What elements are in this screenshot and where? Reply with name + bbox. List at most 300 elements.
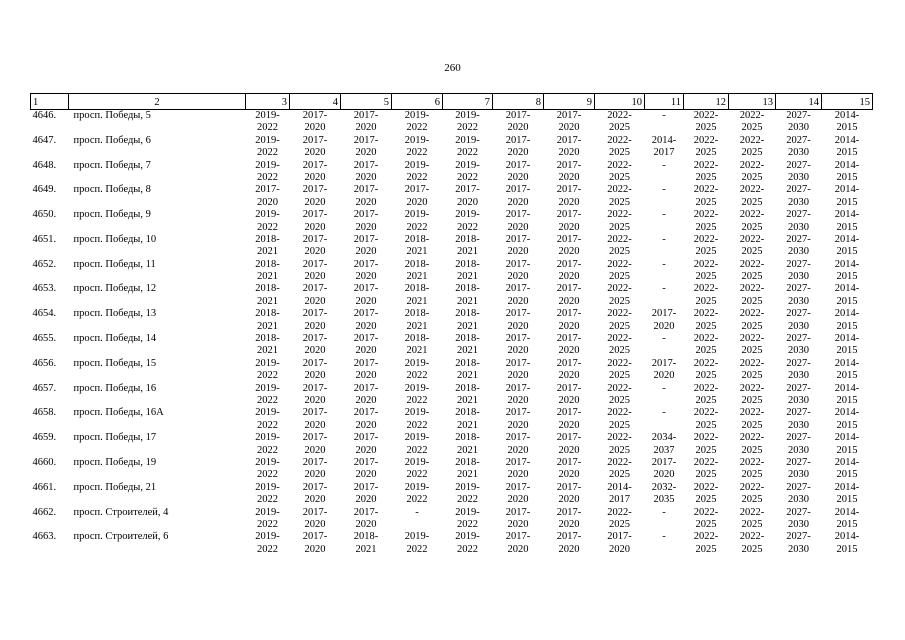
period-end: 2025: [741, 295, 763, 307]
period-start: 2017-: [302, 308, 328, 320]
period-start: 2017-: [353, 333, 379, 345]
period-end: 2025: [695, 295, 717, 307]
table-row: [31, 209, 873, 234]
period-cell: [645, 209, 684, 234]
period-cell: [493, 160, 544, 185]
period-cell: [776, 531, 822, 556]
period-cell: [544, 507, 595, 532]
period-cell: [776, 333, 822, 358]
period-end: 2025: [741, 494, 763, 506]
address-cell: просп. Победы, 19: [73, 456, 157, 468]
period-end: 2020: [507, 345, 529, 357]
period-start: 2027-: [786, 432, 811, 444]
period-cell: [684, 507, 729, 532]
period-start: -: [662, 233, 666, 245]
period-cell: [595, 333, 645, 358]
period-start: 2027-: [786, 308, 811, 320]
period-start: 2022-: [739, 506, 765, 518]
period-start: 2022-: [739, 159, 765, 171]
period-end: [645, 395, 684, 407]
column-header-4: 4: [290, 94, 341, 110]
period-start: 2017-: [505, 209, 531, 221]
period-start: 2019-: [255, 357, 280, 369]
period-end: 2020: [304, 469, 326, 481]
period-start: 2017-: [302, 159, 328, 171]
period-end: 2025: [695, 494, 717, 506]
period-start: 2019-: [455, 110, 480, 121]
period-cell: [246, 333, 290, 358]
period-end: 2020: [558, 271, 580, 283]
period-cell: [443, 209, 493, 234]
period-start: 2022-: [739, 333, 765, 345]
period-start: 2027-: [786, 531, 811, 543]
period-start: 2017-: [505, 357, 531, 369]
period-end: 2022: [406, 469, 428, 481]
period-start: 2018-: [455, 407, 480, 419]
period-start: 2014-: [834, 382, 860, 394]
period-end: 2020: [558, 394, 580, 406]
period-end: 2021: [457, 271, 478, 283]
period-cell: [822, 383, 873, 408]
period-start: 2019-: [255, 110, 280, 121]
period-start: 2019-: [404, 134, 430, 146]
period-start: 2022-: [607, 184, 632, 196]
address-cell: просп. Победы, 8: [73, 184, 151, 196]
period-cell: [645, 110, 684, 135]
period-end: 2022: [257, 147, 278, 159]
period-cell: [544, 333, 595, 358]
period-end: 2025: [741, 543, 763, 555]
period-end: 2015: [836, 246, 858, 258]
period-start: 2019-: [255, 209, 280, 221]
period-start: 2022-: [693, 308, 719, 320]
period-end: 2020: [558, 419, 580, 431]
page-number: 260: [444, 62, 461, 74]
period-start: 2014-: [834, 456, 860, 468]
period-end: 2030: [788, 295, 809, 307]
period-start: 2014-: [834, 233, 860, 245]
period-end: 2025: [609, 370, 630, 382]
period-cell: [493, 482, 544, 507]
period-cell: [822, 110, 873, 135]
period-end: 2020: [507, 196, 529, 208]
period-end: 2020: [558, 494, 580, 506]
period-start: 2022-: [693, 531, 719, 543]
table-row: [31, 507, 873, 532]
period-cell: [290, 184, 341, 209]
period-cell: [645, 259, 684, 284]
period-cell: [392, 308, 443, 333]
table-row: [31, 432, 873, 457]
period-cell: [443, 333, 493, 358]
period-end: 2021: [457, 345, 478, 357]
period-end: 2020: [304, 444, 326, 456]
period-cell: [822, 135, 873, 160]
period-cell: [684, 110, 729, 135]
period-cell: [493, 333, 544, 358]
period-end: 2020: [558, 122, 580, 134]
period-end: 2037: [653, 444, 675, 456]
period-start: 2014-: [834, 333, 860, 345]
period-cell: [729, 135, 776, 160]
period-end: 2022: [457, 122, 478, 134]
period-cell: [684, 432, 729, 457]
period-cell: [493, 432, 544, 457]
period-cell: [341, 383, 392, 408]
period-end: 2022: [257, 494, 278, 506]
period-cell: [684, 358, 729, 383]
period-start: 2022-: [607, 233, 632, 245]
address-cell: просп. Победы, 5: [73, 110, 151, 121]
period-start: 2017-: [556, 382, 582, 394]
period-cell: [443, 407, 493, 432]
period-start: 2017-: [556, 432, 582, 444]
period-start: 2019-: [255, 481, 280, 493]
period-cell: [341, 308, 392, 333]
period-start: 2027-: [786, 283, 811, 295]
period-start: 2022-: [693, 283, 719, 295]
period-end: [645, 172, 684, 184]
period-end: 2022: [257, 370, 278, 382]
period-end: 2020: [558, 196, 580, 208]
period-start: 2022-: [607, 506, 632, 518]
period-end: 2030: [788, 171, 809, 183]
period-end: 2030: [788, 419, 809, 431]
period-cell: [822, 333, 873, 358]
period-start: 2017-: [505, 110, 531, 121]
period-end: 2021: [257, 295, 278, 307]
period-cell: [290, 259, 341, 284]
period-end: 2022: [406, 122, 428, 134]
period-cell: [392, 482, 443, 507]
period-end: 2030: [788, 494, 809, 506]
period-cell: [595, 259, 645, 284]
row-number: 4653.: [32, 283, 57, 295]
period-start: 2027-: [786, 258, 811, 270]
period-start: 2017-: [302, 456, 328, 468]
period-cell: [544, 259, 595, 284]
period-start: 2017-: [556, 357, 582, 369]
period-end: 2021: [257, 320, 278, 332]
period-cell: [776, 358, 822, 383]
period-cell: [822, 407, 873, 432]
address-cell: просп. Победы, 13: [73, 308, 157, 320]
address-cell: просп. Победы, 21: [73, 481, 157, 493]
column-header-6: 6: [392, 94, 443, 110]
column-header-14: 14: [776, 94, 822, 110]
period-end: 2025: [741, 122, 763, 134]
period-start: 2019-: [404, 382, 430, 394]
period-end: 2025: [609, 469, 630, 481]
period-start: -: [662, 407, 666, 419]
period-start: 2019-: [255, 382, 280, 394]
address-cell: просп. Строителей, 4: [73, 506, 169, 518]
period-start: 2017-: [302, 407, 328, 419]
period-start: 2019-: [255, 159, 280, 171]
period-end: 2020: [355, 171, 377, 183]
period-start: 2022-: [607, 333, 632, 345]
period-end: 2020: [355, 147, 377, 159]
period-end: 2030: [788, 320, 809, 332]
period-end: 2022: [257, 394, 278, 406]
period-end: 2025: [695, 419, 717, 431]
period-start: 2018-: [404, 233, 430, 245]
period-start: 2022-: [739, 531, 765, 543]
period-start: 2017-: [651, 357, 677, 369]
period-cell: [729, 234, 776, 259]
period-cell: [776, 507, 822, 532]
address-cell: просп. Победы, 17: [73, 432, 157, 444]
period-cell: [595, 432, 645, 457]
period-start: 2017-: [302, 184, 328, 196]
period-end: 2015: [836, 469, 858, 481]
period-cell: [776, 308, 822, 333]
table-row: [31, 383, 873, 408]
period-start: 2017-: [505, 308, 531, 320]
period-start: 2017-: [556, 407, 582, 419]
period-end: 2030: [788, 469, 809, 481]
period-cell: [822, 507, 873, 532]
period-end: 2021: [457, 246, 478, 258]
period-end: 2020: [507, 271, 529, 283]
address-cell: просп. Победы, 9: [73, 209, 151, 221]
table-row: [31, 135, 873, 160]
period-cell: [544, 457, 595, 482]
period-cell: [684, 407, 729, 432]
period-start: 2022-: [693, 233, 719, 245]
period-end: 2025: [741, 246, 763, 258]
period-end: 2020: [257, 196, 278, 208]
period-cell: [341, 283, 392, 308]
period-cell: [595, 160, 645, 185]
period-end: 2021: [457, 320, 478, 332]
period-start: 2019-: [255, 531, 280, 543]
period-end: 2015: [836, 196, 858, 208]
period-start: 2022-: [693, 456, 719, 468]
period-end: 2021: [355, 543, 377, 555]
period-cell: [290, 507, 341, 532]
period-cell: [595, 135, 645, 160]
period-start: -: [662, 258, 666, 270]
period-cell: [684, 184, 729, 209]
period-cell: [493, 234, 544, 259]
period-cell: [443, 383, 493, 408]
period-start: -: [415, 506, 419, 518]
period-cell: [341, 407, 392, 432]
period-cell: [822, 283, 873, 308]
period-cell: [684, 457, 729, 482]
period-start: 2022-: [739, 258, 765, 270]
period-end: 2020: [558, 469, 580, 481]
period-start: 2022-: [607, 110, 632, 121]
period-cell: [595, 507, 645, 532]
period-end: 2025: [695, 469, 717, 481]
period-cell: [684, 482, 729, 507]
period-end: 2017: [609, 494, 630, 506]
table-row: [31, 358, 873, 383]
period-cell: [776, 283, 822, 308]
period-start: 2017-: [505, 134, 531, 146]
period-cell: [645, 135, 684, 160]
period-start: 2017-: [302, 382, 328, 394]
period-cell: [595, 184, 645, 209]
period-start: 2019-: [455, 134, 480, 146]
period-cell: [246, 234, 290, 259]
row-number: 4654.: [32, 308, 57, 320]
period-start: 2019-: [455, 159, 480, 171]
period-end: 2030: [788, 271, 809, 283]
period-cell: [729, 209, 776, 234]
period-cell: [290, 209, 341, 234]
period-end: 2020: [507, 370, 529, 382]
period-end: 2020: [558, 221, 580, 233]
period-start: 2019-: [255, 407, 280, 419]
period-cell: [729, 184, 776, 209]
period-start: -: [662, 333, 666, 345]
period-end: 2015: [836, 370, 858, 382]
period-start: 2018-: [455, 456, 480, 468]
period-cell: [493, 209, 544, 234]
period-end: 2022: [406, 147, 428, 159]
period-cell: [544, 482, 595, 507]
period-cell: [341, 432, 392, 457]
table-row: [31, 333, 873, 358]
period-cell: [290, 531, 341, 556]
period-start: 2017-: [556, 283, 582, 295]
period-cell: [645, 283, 684, 308]
row-number: 4647.: [32, 134, 57, 146]
period-start: 2022-: [739, 184, 765, 196]
period-start: 2027-: [786, 407, 811, 419]
period-end: 2030: [788, 444, 809, 456]
period-cell: [246, 259, 290, 284]
period-end: 2025: [695, 221, 717, 233]
period-cell: [822, 160, 873, 185]
period-end: 2020: [507, 444, 529, 456]
period-cell: [246, 110, 290, 135]
period-cell: [645, 308, 684, 333]
period-start: 2017-: [353, 209, 379, 221]
period-start: 2022-: [607, 382, 632, 394]
period-cell: [684, 333, 729, 358]
period-end: 2030: [788, 345, 809, 357]
row-number: 4657.: [32, 382, 57, 394]
period-start: 2022-: [693, 134, 719, 146]
period-start: 2022-: [607, 209, 632, 221]
period-cell: [246, 407, 290, 432]
period-start: 2017-: [255, 184, 280, 196]
period-end: 2020: [304, 295, 326, 307]
period-end: 2025: [609, 196, 630, 208]
table-row: [31, 531, 873, 556]
period-start: 2014-: [651, 134, 677, 146]
row-number: 4658.: [32, 407, 57, 419]
period-start: 2019-: [455, 506, 480, 518]
period-end: 2021: [457, 370, 478, 382]
period-end: 2025: [741, 419, 763, 431]
period-start: 2027-: [786, 333, 811, 345]
period-start: 2019-: [404, 357, 430, 369]
period-start: 2022-: [607, 407, 632, 419]
period-cell: [645, 383, 684, 408]
period-end: 2020: [507, 295, 529, 307]
period-start: 2017-: [302, 506, 328, 518]
period-start: 2017-: [302, 110, 328, 121]
period-start: 2017-: [556, 110, 582, 121]
period-start: 2019-: [255, 456, 280, 468]
period-end: 2025: [741, 147, 763, 159]
period-start: 2017-: [302, 481, 328, 493]
period-end: 2020: [304, 320, 326, 332]
period-cell: [290, 234, 341, 259]
period-end: 2021: [406, 295, 428, 307]
period-cell: [645, 531, 684, 556]
period-end: 2020: [355, 295, 377, 307]
address-cell: просп. Победы, 12: [73, 283, 157, 295]
period-start: 2014-: [834, 184, 860, 196]
period-end: 2020: [507, 494, 529, 506]
period-end: 2025: [609, 221, 630, 233]
period-cell: [544, 110, 595, 135]
period-start: 2022-: [693, 159, 719, 171]
period-start: 2017-: [505, 258, 531, 270]
period-cell: [729, 531, 776, 556]
period-start: 2018-: [353, 531, 379, 543]
period-end: 2021: [457, 419, 478, 431]
period-end: 2020: [507, 171, 529, 183]
period-end: 2022: [257, 221, 278, 233]
period-end: 2020: [558, 246, 580, 258]
period-cell: [645, 507, 684, 532]
period-end: 2030: [788, 518, 809, 530]
period-start: 2022-: [693, 506, 719, 518]
period-cell: [341, 110, 392, 135]
row-number: 4660.: [32, 456, 57, 468]
period-start: 2027-: [786, 159, 811, 171]
period-end: 2025: [695, 394, 717, 406]
period-start: 2018-: [255, 233, 280, 245]
period-start: 2017-: [353, 159, 379, 171]
period-cell: [595, 308, 645, 333]
period-start: 2018-: [255, 258, 280, 270]
period-end: 2020: [507, 469, 529, 481]
period-end: 2022: [457, 518, 478, 530]
period-end: 2020: [558, 295, 580, 307]
period-start: 2017-: [505, 184, 531, 196]
period-cell: [645, 407, 684, 432]
period-start: 2017-: [556, 258, 582, 270]
period-start: 2022-: [607, 134, 632, 146]
period-start: 2022-: [739, 432, 765, 444]
period-cell: [776, 482, 822, 507]
period-start: 2027-: [786, 209, 811, 221]
period-end: 2022: [257, 419, 278, 431]
period-end: 2020: [558, 345, 580, 357]
period-start: 2017-: [556, 506, 582, 518]
period-cell: [290, 333, 341, 358]
period-end: 2020: [355, 221, 377, 233]
period-start: 2017-: [556, 333, 582, 345]
period-cell: [595, 407, 645, 432]
period-end: [645, 544, 684, 556]
period-cell: [645, 184, 684, 209]
period-end: 2025: [695, 171, 717, 183]
period-start: 2014-: [834, 134, 860, 146]
period-end: 2015: [836, 394, 858, 406]
period-start: 2019-: [404, 209, 430, 221]
period-end: 2021: [457, 469, 478, 481]
period-cell: [822, 209, 873, 234]
